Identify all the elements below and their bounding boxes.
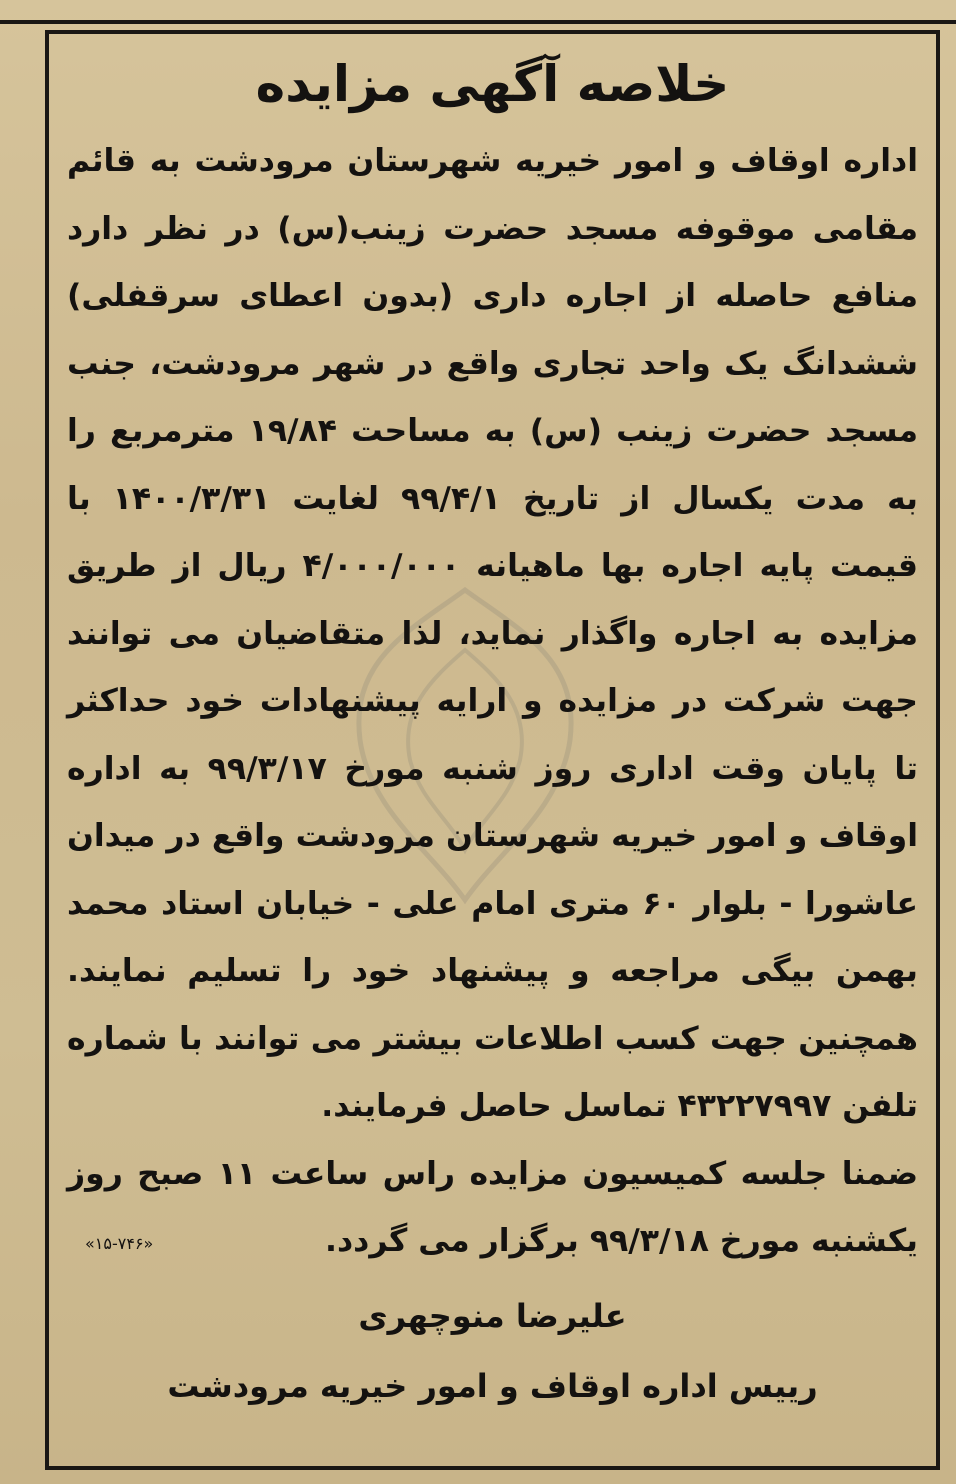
notice-title: خلاصه آگهی مزایده [255, 55, 730, 113]
body-line: تا پایان وقت اداری روز شنبه مورخ ۹۹/۳/۱۷ به اداره [67, 750, 918, 787]
body-last-line: یکشنبه مورخ ۹۹/۳/۱۸ برگزار می گردد. [325, 1223, 918, 1259]
body-line: اداره اوقاف و امور خیریه شهرستان مرودشت به قائم [67, 143, 918, 179]
body-line: مقامی موقوفه مسجد حضرت زینب(س) در نظر دارد [67, 210, 918, 247]
signer-title: رییس اداره اوقاف و امور خیریه مرودشت [167, 1366, 818, 1405]
body-line: منافع حاصله از اجاره داری (بدون اعطای سرقفلی) [67, 278, 918, 314]
body-line: به مدت یکسال از تاریخ ۹۹/۴/۱ لغایت ۱۴۰۰/۳/۳۱ با [67, 480, 918, 517]
body-line: همچنین جهت کسب اطلاعات بیشتر می توانند با شماره [67, 1020, 918, 1057]
body-last-line-row [55, 1208, 930, 1276]
body-line: جهت شرکت در مزایده و ارایه پیشنهادات خود حداکثر [67, 683, 918, 719]
body-line: اوقاف و امور خیریه شهرستان مرودشت واقع در میدان [67, 818, 918, 854]
body-line: ضمنا جلسه کمیسیون مزایده راس ساعت ۱۱ صبح روز [67, 1155, 919, 1192]
body-line: تلفن ۴۳۲۲۷۹۹۷ تماسل حاصل فرمایند. [321, 1088, 918, 1124]
body-line: ششدانگ یک واحد تجاری واقع در شهر مرودشت، جنب [67, 345, 918, 382]
body-line: عاشورا - بلوار ۶۰ متری امام علی - خیابان استاد محمد [67, 885, 919, 922]
reference-code: «۱۵-۷۴۶» [85, 1234, 154, 1253]
body-line: بهمن بیگی مراجعه و پیشنهاد خود را تسلیم نمایند. [67, 953, 918, 989]
body-line: قیمت پایه اجاره بها ماهیانه ۴/۰۰۰/۰۰۰ ریال از طریق [67, 548, 918, 584]
notice-body [55, 128, 930, 1276]
signer-name: علیرضا منوچهری [358, 1296, 627, 1335]
notice-content [55, 40, 930, 1416]
body-line: مسجد حضرت زینب (س) به مساحت ۱۹/۸۴ مترمربع را [67, 413, 918, 449]
top-rule [0, 0, 956, 24]
body-line: مزایده به اجاره واگذار نماید، لذا متقاضیان می توانند [67, 615, 918, 652]
